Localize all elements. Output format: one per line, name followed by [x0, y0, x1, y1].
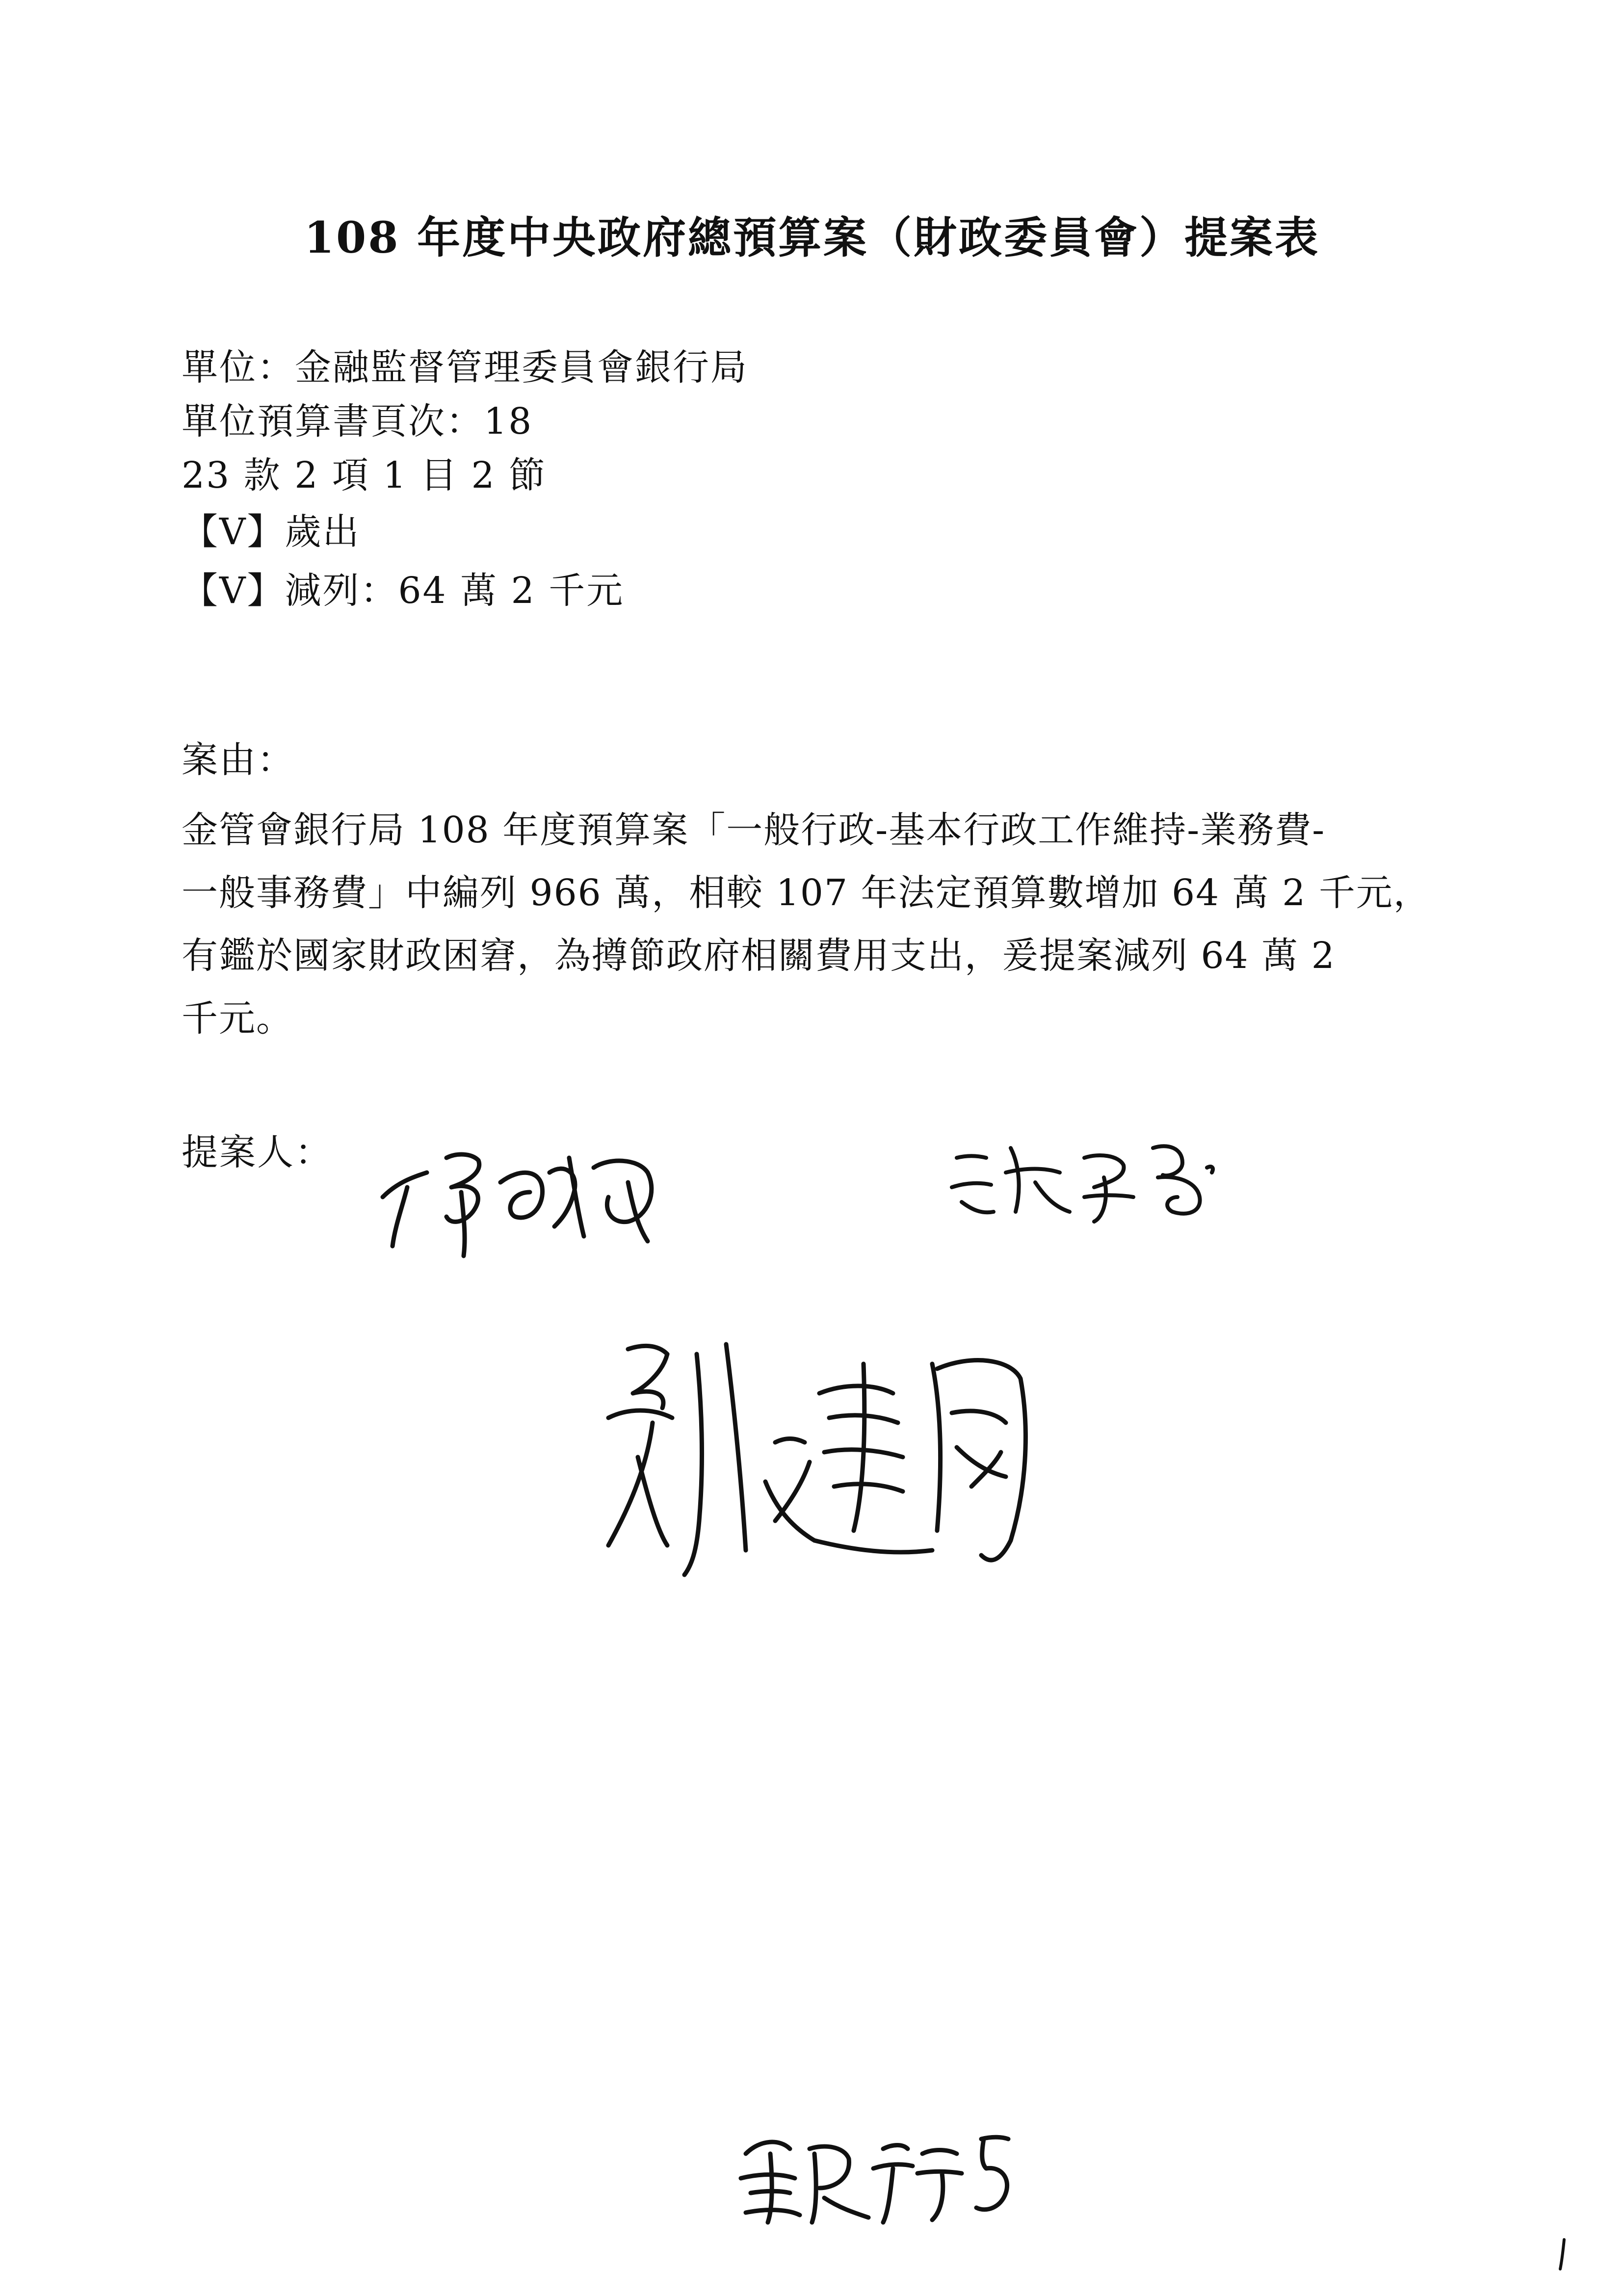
signature-1-icon — [373, 1123, 726, 1271]
reason-line: 有鑑於國家財政困窘，為撙節政府相關費用支出，爰提案減列 64 萬 2 — [182, 935, 1336, 977]
signature-1 — [373, 1123, 726, 1271]
proposer-label: 提案人： — [182, 1131, 333, 1174]
reason-line: 千元。 — [182, 997, 293, 1040]
budget-page-line: 單位預算書頁次：18 — [182, 400, 533, 443]
section-line: 23 款 2 項 1 目 2 節 — [182, 454, 547, 496]
handwritten-mark-icon — [726, 2124, 1021, 2232]
unit-line: 單位：金融監督管理委員會銀行局 — [182, 346, 748, 389]
page-title: 108 年度中央政府總預算案（財政委員會）提案表 — [304, 212, 1320, 263]
reason-line: 金管會銀行局 108 年度預算案「一般行政-基本行政工作維持-業務費- — [182, 809, 1326, 851]
reduction-line: 【V】減列：64 萬 2 千元 — [182, 570, 625, 612]
signature-3-icon — [599, 1334, 1089, 1590]
signature-2 — [947, 1128, 1241, 1236]
expenditure-line: 【V】歲出 — [182, 511, 361, 553]
page-tick-icon — [1555, 2237, 1570, 2271]
handwritten-mark — [726, 2124, 1021, 2232]
page-tick-mark — [1555, 2237, 1570, 2273]
signature-2-icon — [947, 1128, 1241, 1236]
reason-body — [182, 799, 1457, 1050]
signature-3 — [599, 1334, 1089, 1590]
reason-label: 案由： — [182, 739, 295, 781]
reason-line: 一般事務費」中編列 966 萬，相較 107 年法定預算數增加 64 萬 2 千元， — [182, 872, 1431, 914]
